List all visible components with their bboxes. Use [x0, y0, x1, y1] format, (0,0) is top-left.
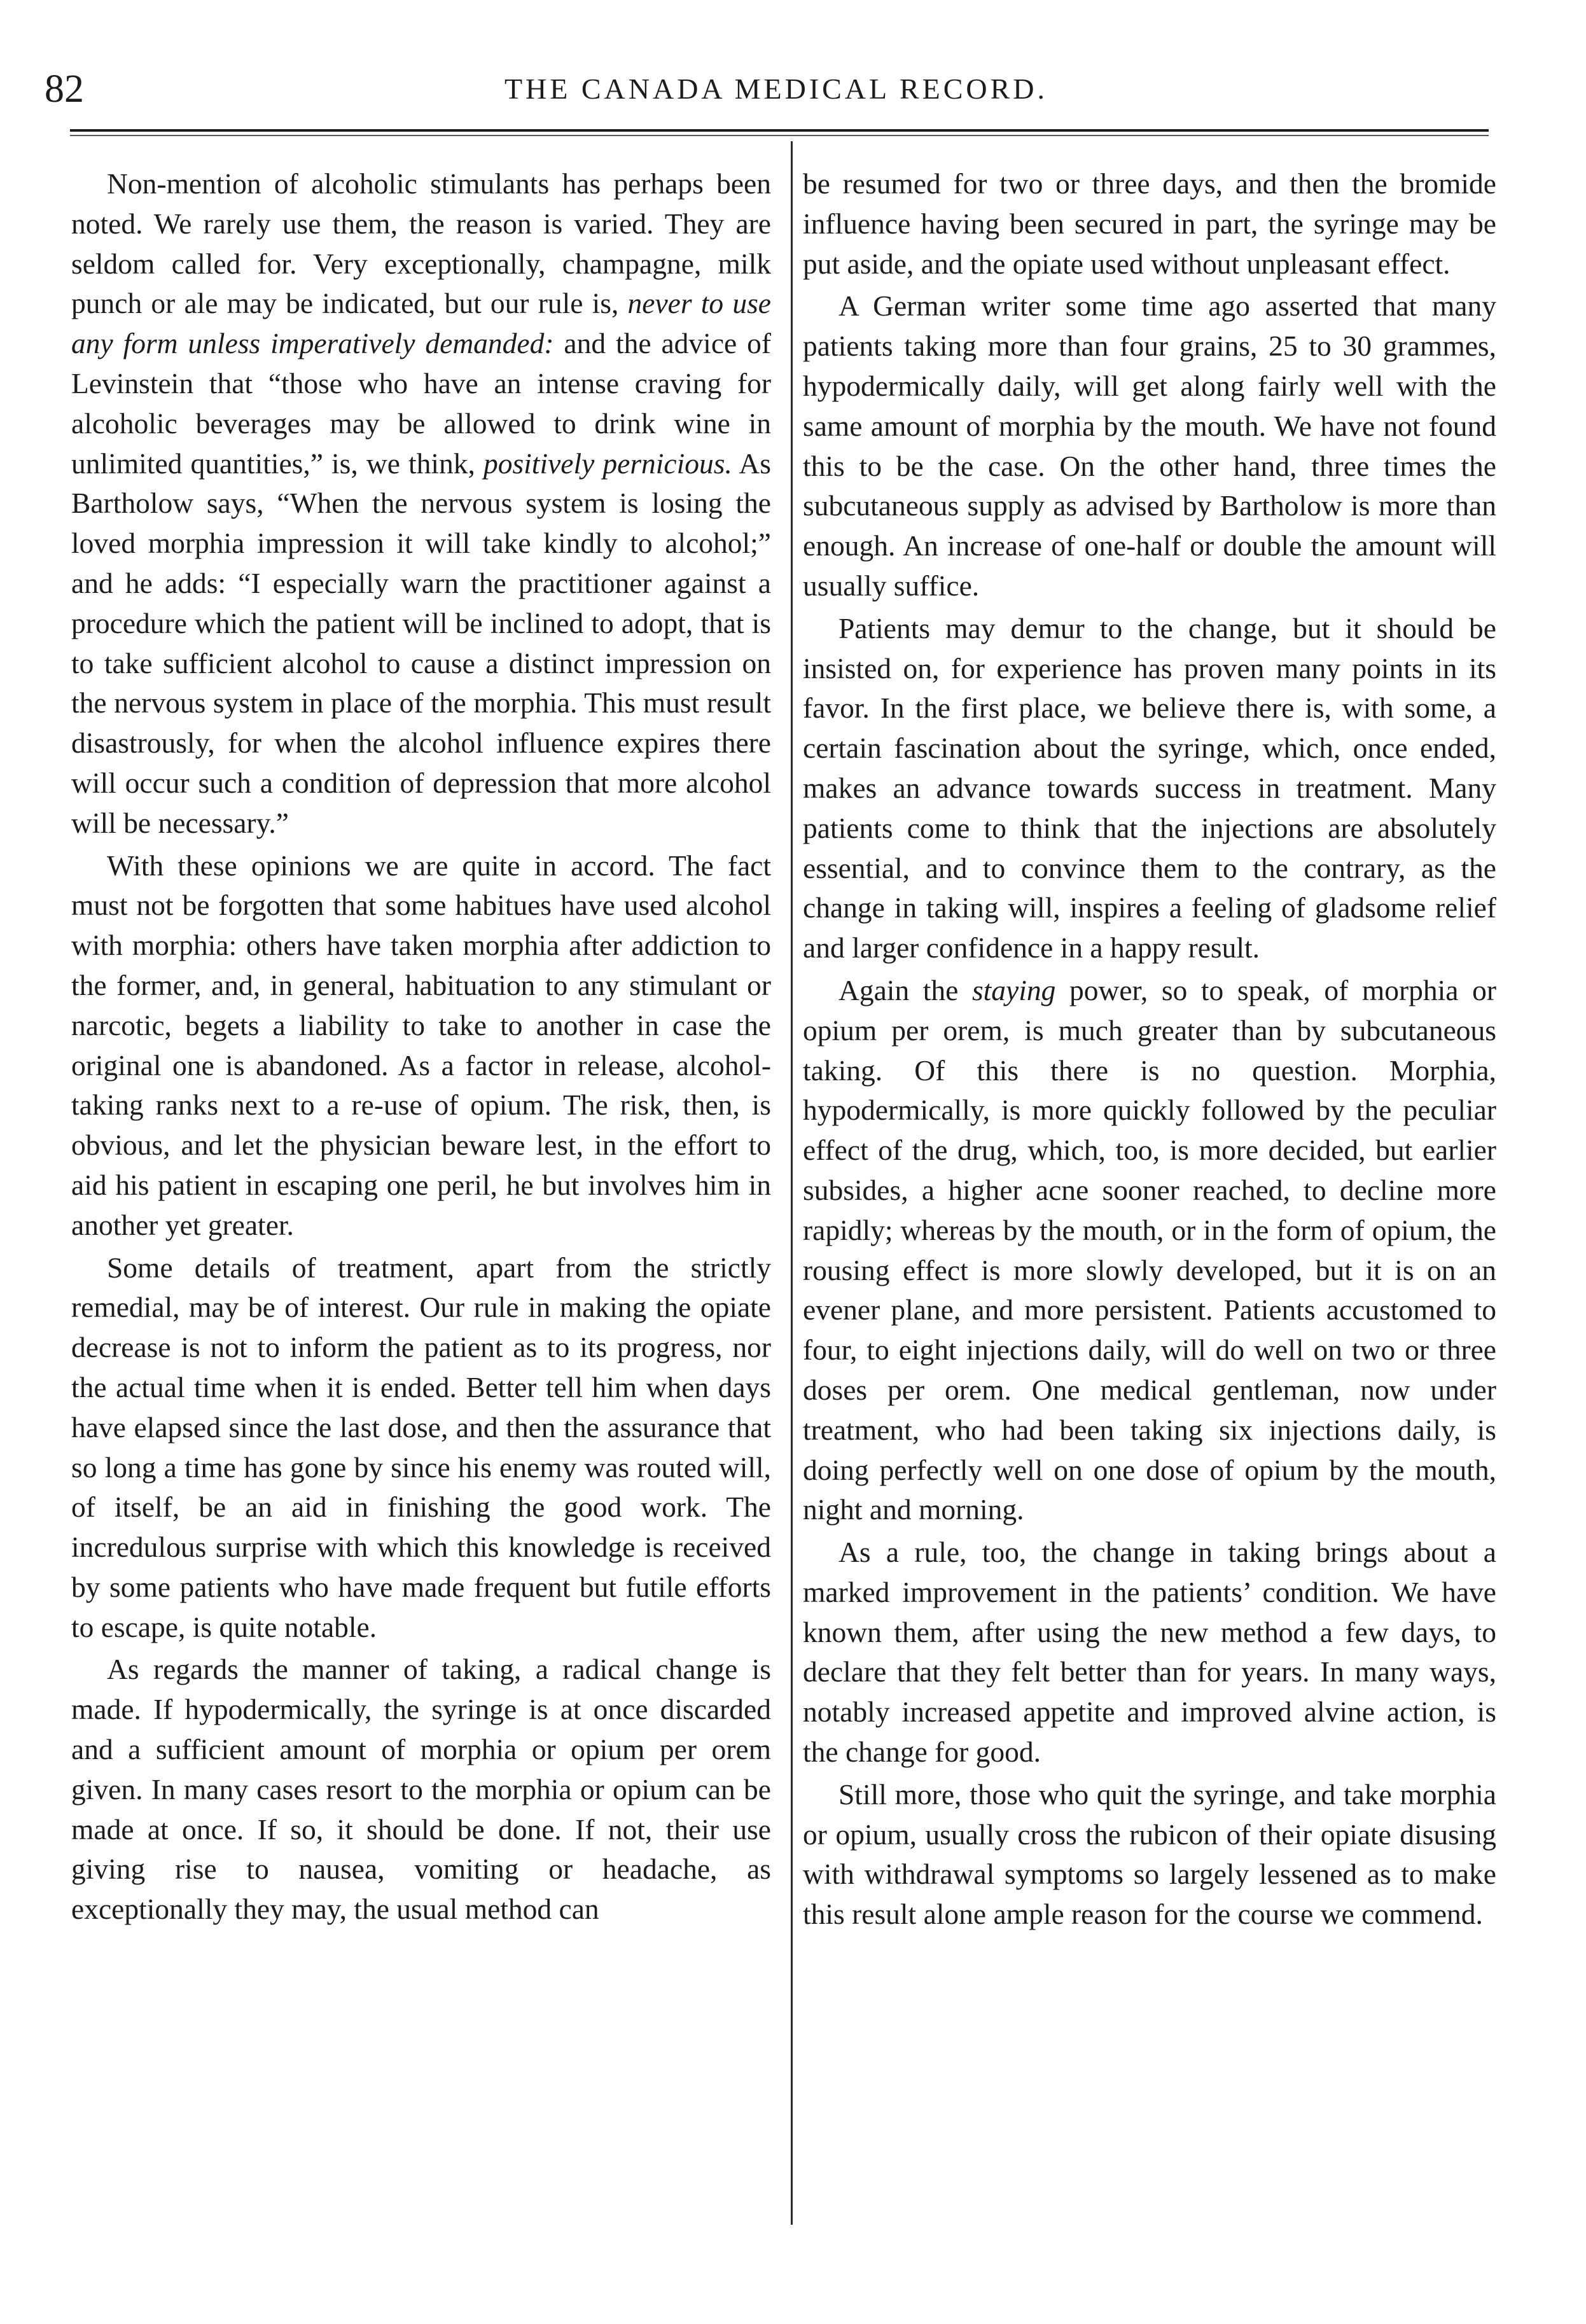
- emphasis-text: staying: [971, 973, 1056, 1006]
- page-number: 82: [45, 67, 84, 111]
- paragraph-marked-improvement: As a rule, too, the change in taking brings about a marked improvement in the patients’ condition. We have known them, after using the new method a few days, to declare that they felt better than for years. In many ways, notably increased appetite and improved alvine action, is the change for good.: [803, 1536, 1496, 1769]
- paragraph-quit-syringe: Still more, those who quit the syringe, and take morphia or opium, usually cross the rubicon of their opiate disusing with withdrawal symptoms so largely lessened as to make this result alone ample reason for the course we commend.: [803, 1778, 1496, 1931]
- journal-title: THE CANADA MEDICAL RECORD.: [504, 73, 1048, 105]
- paragraph-patients-demur: Patients may demur to the change, but it should be insisted on, for experience has proven many points in its favor. In the first place, we believe there is, with some, a certain fascination about the syringe, which, once ended, makes an advance towards success in treatment. Many patients come to think that the injections are absolutely essential, and to convince them to the contrary, as the change in taking will, inspires a feeling of gladsome relief and larger confidence in a happy result.: [803, 611, 1496, 964]
- header-rule-thin: [70, 135, 1489, 136]
- paragraph-text: and the advice of Levinstein that “those who have an intense craving for alcoholic beverages may be allowed to drink wine in unlimited quantities,” is, we think,: [71, 327, 771, 480]
- emphasis-text: never to use any form unless imperatively demanded:: [71, 287, 771, 360]
- header-rule: [70, 129, 1489, 132]
- paragraph-text: power, so to speak, of morphia or opium per orem, is much greater than by subcutaneous taking. Of this there is no question. Morphia, hypodermically, is more quickly followed by the peculiar effect of the drug, which, too, is more decided, but earlier subsides, a higher acne sooner reached, to decline more rapidly; whereas by the mouth, or in the form of opium, the rousing effect is more slowly developed, but it is on an evener plane, and more persistent. Patients accustomed to four, to eight injections daily, will do well on two or three doses per orem. One medical gentleman, now under treatment, who had been taking six injections daily, is doing perfectly well on one dose of opium by the mouth, night and morning.: [803, 973, 1496, 1526]
- right-column: [803, 164, 1496, 1937]
- paragraph-text: Again the: [838, 973, 972, 1006]
- paragraph-staying-power: [803, 971, 1496, 1530]
- emphasis-text: positively pernicious.: [483, 447, 732, 480]
- paragraph-text: As Bartholow says, “When the nervous system is losing the loved morphia impression it will take kindly to alcohol;” and he adds: “I especially warn the practitioner against a procedure which the patient will be inclined to adopt, that is to take sufficient alcohol to cause a distinct impression on the nervous system in place of the morphia. This must result disastrously, for when the alcohol influence expires there will occur such a condition of depression that more alcohol will be necessary.”: [71, 447, 771, 839]
- paragraph-text: Non-mention of alcoholic stimulants has perhaps been noted. We rarely use them, the reason is varied. They are seldom called for. Very exceptionally, champagne, milk punch or ale may be indicated, but our rule is,: [71, 167, 771, 320]
- paragraph-alcoholic-stimulants: [71, 164, 771, 844]
- left-column: [71, 164, 771, 1932]
- column-divider: [791, 141, 793, 2225]
- paragraph-details-of-treatment: Some details of treatment, apart from the strictly remedial, may be of interest. Our rule in making the opiate decrease is not to inform the patient as to its progress, nor the actual time when it is ended. Better tell him when days have elapsed since the last dose, and then the assurance that so long a time has gone by since his enemy was routed will, of itself, be an aid in finishing the good work. The incredulous surprise with which this knowledge is received by some patients who have made frequent but futile efforts to escape, is quite notable.: [71, 1251, 771, 1643]
- page-header: [45, 64, 1508, 115]
- paragraph-german-writer: A German writer some time ago asserted that many patients taking more than four grains, 25 to 30 grammes, hypodermically daily, will get along fairly well with the same amount of morphia by the mouth. We have not found this to be the case. On the other hand, three times the subcutaneous supply as advised by Bartholow is more than enough. An increase of one-half or double the amount will usually suffice.: [803, 289, 1496, 602]
- paragraph-manner-of-taking: As regards the manner of taking, a radical change is made. If hypodermically, the syringe is at once discarded and a sufficient amount of morphia or opium per orem given. In many cases resort to the morphia or opium can be made at once. If so, it should be done. If not, their use giving rise to nausea, vomiting or headache, as exceptionally they may, the usual method can: [71, 1653, 771, 1926]
- paragraph-opinions-accord: With these opinions we are quite in accord. The fact must not be forgotten that some habitues have used alcohol with morphia: others have taken morphia after addiction to the former, and, in general, habituation to any stimulant or narcotic, begets a liability to take to another in case the original one is abandoned. As a factor in release, alcohol-taking ranks next to a re-use of opium. The risk, then, is obvious, and let the physician beware lest, in the effort to aid his patient in escaping one peril, he but involves him in another yet greater.: [71, 849, 771, 1241]
- paragraph-continuation: be resumed for two or three days, and then the bromide influence having been secured in part, the syringe may be put aside, and the opiate used without unpleasant effect.: [803, 167, 1496, 280]
